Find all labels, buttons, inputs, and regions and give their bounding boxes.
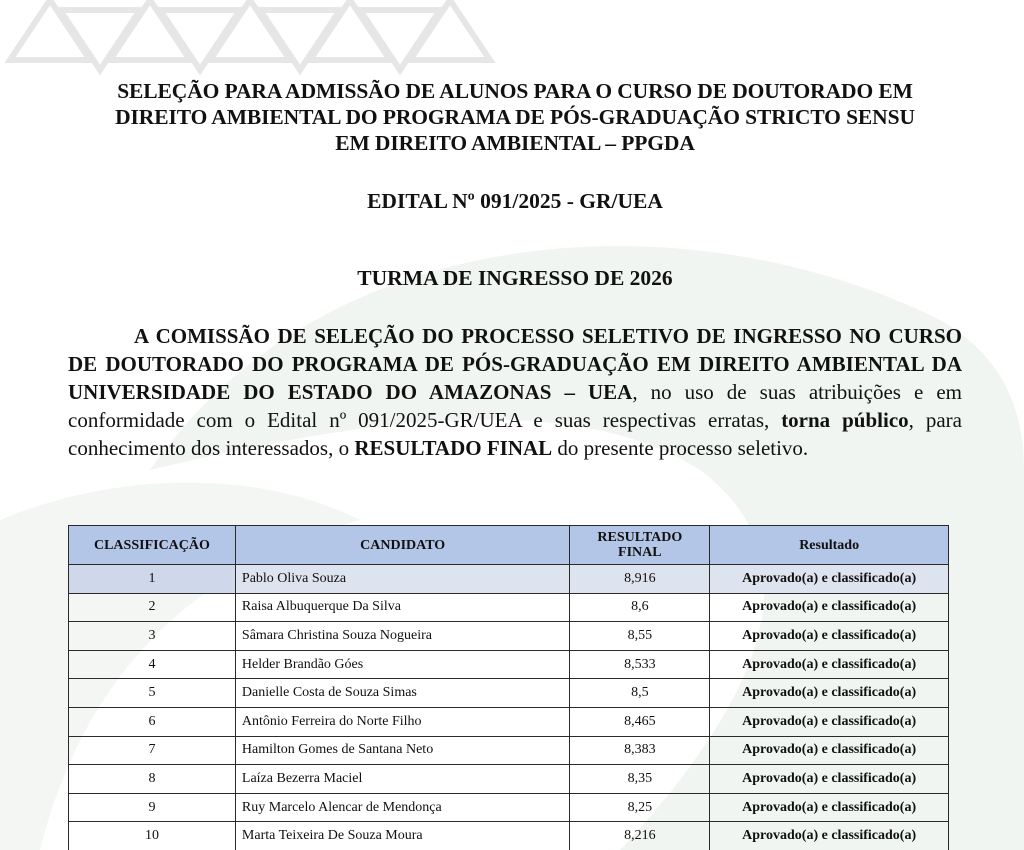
score-cell: 8,533 xyxy=(570,650,710,679)
rank-cell: 8 xyxy=(69,765,236,794)
score-cell: 8,916 xyxy=(570,565,710,594)
rank-cell: 4 xyxy=(69,650,236,679)
paragraph-bold-committee: A COMISSÃO DE SELEÇÃO DO PROCESSO SELETIVO DE INGRESSO NO CURSO DE DOUTORADO DO PROGRAMA DE PÓS-GRADUAÇÃO EM DIREITO AMBIENTAL DA UNIVERSIDADE DO ESTADO DO AMAZONAS – UEA xyxy=(68,324,962,404)
candidate-cell: Pablo Oliva Souza xyxy=(235,565,569,594)
rank-cell: 2 xyxy=(69,593,236,622)
header-resultado: Resultado xyxy=(710,526,949,565)
table-row xyxy=(69,593,949,622)
announcement-paragraph xyxy=(68,322,962,462)
score-cell: 8,55 xyxy=(570,622,710,651)
triangle-pattern-icon xyxy=(10,0,490,70)
score-cell: 8,465 xyxy=(570,707,710,736)
title-line-2: DIREITO AMBIENTAL DO PROGRAMA DE PÓS-GRADUAÇÃO STRICTO SENSU xyxy=(115,105,915,129)
candidate-cell: Hamilton Gomes de Santana Neto xyxy=(235,736,569,765)
rank-cell: 1 xyxy=(69,565,236,594)
table-row xyxy=(69,822,949,850)
edital-number: EDITAL Nº 091/2025 - GR/UEA xyxy=(367,189,663,213)
paragraph-text-2: , para conhecimento dos interessados, o xyxy=(68,408,962,460)
result-cell: Aprovado(a) e classificado(a) xyxy=(710,622,949,651)
header-classificacao: CLASSIFICAÇÃO xyxy=(69,526,236,565)
candidate-cell: Helder Brandão Góes xyxy=(235,650,569,679)
result-cell: Aprovado(a) e classificado(a) xyxy=(710,593,949,622)
table-row xyxy=(69,679,949,708)
rank-cell: 7 xyxy=(69,736,236,765)
result-cell: Aprovado(a) e classificado(a) xyxy=(710,679,949,708)
score-cell: 8,383 xyxy=(570,736,710,765)
rank-cell: 3 xyxy=(69,622,236,651)
candidate-cell: Laíza Bezerra Maciel xyxy=(235,765,569,794)
title-line-3: EM DIREITO AMBIENTAL – PPGDA xyxy=(335,131,695,155)
document-title xyxy=(68,78,962,156)
rank-cell: 9 xyxy=(69,793,236,822)
table-row xyxy=(69,622,949,651)
table-header-row xyxy=(69,526,949,565)
rank-cell: 5 xyxy=(69,679,236,708)
result-cell: Aprovado(a) e classificado(a) xyxy=(710,765,949,794)
table-row xyxy=(69,793,949,822)
header-candidato: CANDIDATO xyxy=(235,526,569,565)
table-row xyxy=(69,707,949,736)
rank-cell: 10 xyxy=(69,822,236,850)
results-table xyxy=(68,525,949,850)
turma-heading: TURMA DE INGRESSO DE 2026 xyxy=(357,266,673,290)
score-cell: 8,35 xyxy=(570,765,710,794)
paragraph-text-3: do presente processo seletivo. xyxy=(552,436,809,460)
title-line-1: SELEÇÃO PARA ADMISSÃO DE ALUNOS PARA O CURSO DE DOUTORADO EM xyxy=(117,79,913,103)
result-cell: Aprovado(a) e classificado(a) xyxy=(710,793,949,822)
candidate-cell: Sâmara Christina Souza Nogueira xyxy=(235,622,569,651)
table-row xyxy=(69,565,949,594)
result-cell: Aprovado(a) e classificado(a) xyxy=(710,565,949,594)
candidate-cell: Marta Teixeira De Souza Moura xyxy=(235,822,569,850)
result-cell: Aprovado(a) e classificado(a) xyxy=(710,707,949,736)
score-cell: 8,25 xyxy=(570,793,710,822)
table-row xyxy=(69,650,949,679)
rank-cell: 6 xyxy=(69,707,236,736)
candidate-cell: Danielle Costa de Souza Simas xyxy=(235,679,569,708)
header-resultado-final-line-1: RESULTADO xyxy=(597,530,683,545)
header-resultado-final-line-2: FINAL xyxy=(618,545,662,560)
score-cell: 8,6 xyxy=(570,593,710,622)
score-cell: 8,5 xyxy=(570,679,710,708)
score-cell: 8,216 xyxy=(570,822,710,850)
result-cell: Aprovado(a) e classificado(a) xyxy=(710,736,949,765)
candidate-cell: Raisa Albuquerque Da Silva xyxy=(235,593,569,622)
candidate-cell: Ruy Marcelo Alencar de Mendonça xyxy=(235,793,569,822)
header-resultado-final xyxy=(570,526,710,565)
table-row xyxy=(69,765,949,794)
result-cell: Aprovado(a) e classificado(a) xyxy=(710,822,949,850)
table-row xyxy=(69,736,949,765)
paragraph-bold-resultado: RESULTADO FINAL xyxy=(354,436,553,460)
paragraph-text-1: , no uso de suas atribuições e em conformidade com o Edital nº 091/2025-GR/UEA e suas respectivas erratas, xyxy=(68,380,962,432)
result-cell: Aprovado(a) e classificado(a) xyxy=(710,650,949,679)
candidate-cell: Antônio Ferreira do Norte Filho xyxy=(235,707,569,736)
paragraph-bold-publico: torna público xyxy=(781,408,909,432)
